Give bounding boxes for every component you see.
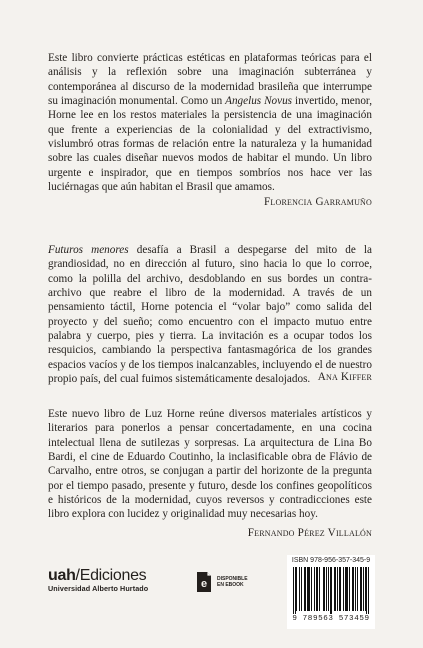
blurb-2 [48,243,372,386]
italic-title: Futuros menores [48,244,129,256]
publisher-name-bold: uah [48,567,76,584]
text-run: desafía a Brasil a despegarse del mito de la grandiosidad, no en dirección al futuro, sino hacia lo que lo corroe, como la polilla del archivo, desdoblando en sus bordes un contra-archivo que reabre el libro de la modernidad. A través de un pensamiento táctil, Horne potencia el “volar bajo” como salida del proyecto y del sueño; como encuentro con el impacto mutuo entre palabra y cuerpo, pies y tierra. La invitación es a ocupar todos los resquicios, cambiando la perspectiva fantasmagórica de los grandes espacios vacíos y de los tiempos inalcanzables, incluyendo el de nuestro propio país, del cual fuimos sistemáticamente desalojados. [48,244,372,386]
blurb-1-author: Florencia Garramuño [263,196,372,208]
blurb-1-text [48,51,372,194]
blurb-3-text [48,407,372,522]
ebook-label [217,576,247,588]
isbn-label: ISBN 978-956-357-345-9 [291,557,371,564]
publisher-name-rest: /Ediciones [75,567,147,584]
blurb-3-author: Fernando Pérez Villalón [247,527,372,539]
ebook-e-icon [195,571,213,593]
ebook-badge [195,571,247,593]
barcode-digits: 9 789563 573459 [292,615,370,623]
barcode-bars [293,567,369,614]
blurb-2-text [48,243,372,386]
publisher-name [48,567,148,584]
text-run: Este libro convierte prácticas estéticas en plataformas teóricas para el análisis y la reflexión sobre una imaginación subterránea y contemporánea al discurso de la modernidad brasileña que interrumpe su imaginación monumental. Como un [48,52,372,108]
publisher-subtitle: Universidad Alberto Hurtado [48,584,149,593]
text-run: invertido, menor, Horne lee en los restos materiales la persistencia de una imaginación que frente a experiencias de la colonialidad y del extractivismo, vislumbró otras formas de relación entre la naturaleza y la humanidad sobre las cuales diseñar nuevos modos de habitar el mundo. Un libro urgente e inspirador, que en tiempos sombríos nos hace ver las luciérnagas que aún habitan el Brasil que amamos. [48,95,372,194]
italic-title: Angelus Novus [225,95,293,108]
blurb-2-author: Ana Kiffer [317,371,372,383]
publisher-logo [48,567,148,593]
ebook-label-line2: EN EBOOK [217,582,244,588]
barcode-box [287,555,375,629]
ebook-label-line1: DISPONIBLE [217,576,248,582]
svg-text:e: e [200,578,208,590]
blurb-1 [48,51,372,194]
text-run: Este nuevo libro de Luz Horne reúne diversos materiales artísticos y literarios para ponerlos a pensar concertadamente, en una cocina intelectual llena de sutilezas y sorpresas. La arquitectura de Lina Bo Bardi, el cine de Eduardo Coutinho, la inclasificable obra de Flávio de Carvalho, entre otros, se conjugan a partir del horizonte de la pregunta por el tiempo pasado, presente y futuro, desde los confines geopolíticos e históricos de la modernidad, cuyos reversos y contradicciones este libro explora con lucidez y originalidad muy necesarias hoy. [48,408,372,521]
blurb-3 [48,407,372,522]
